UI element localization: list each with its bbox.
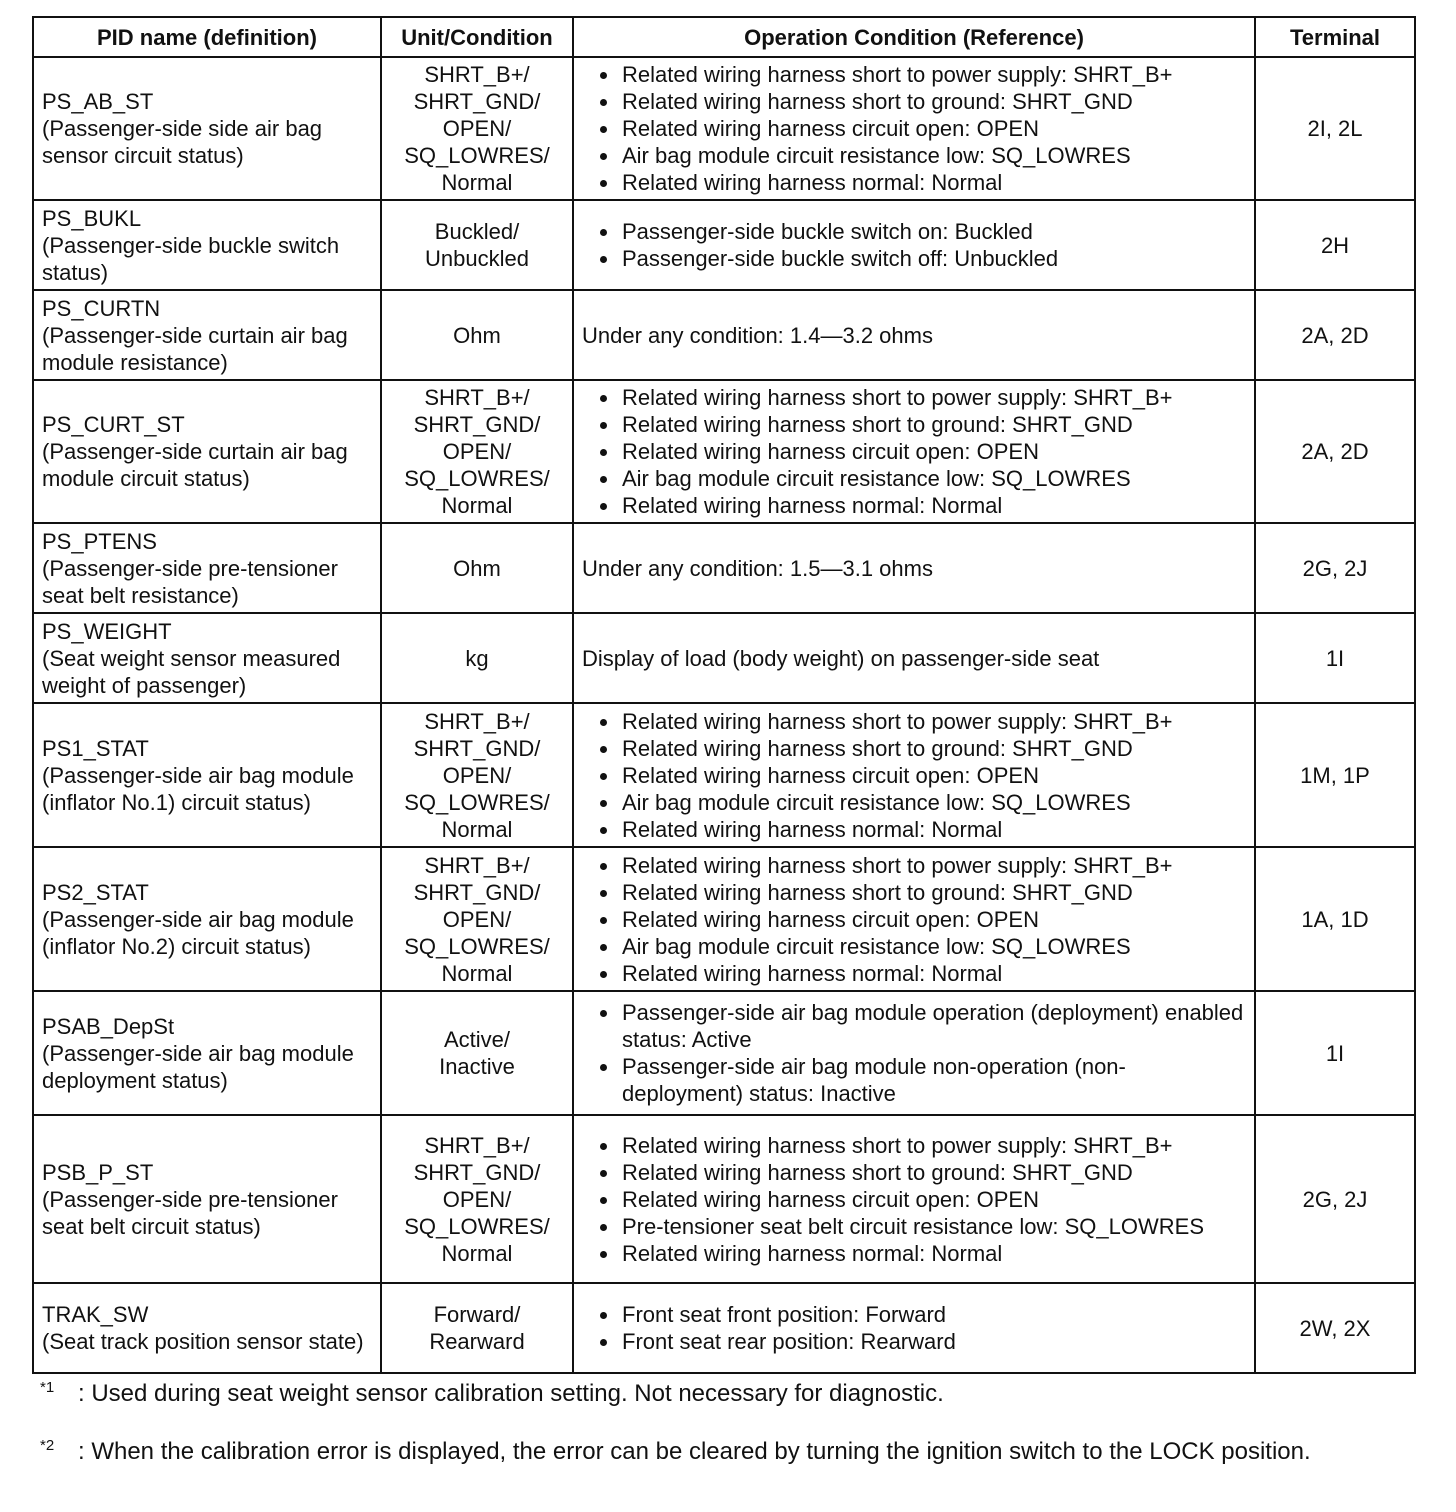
operation-cell <box>573 57 1255 200</box>
unit-value: SQ_LOWRES/ <box>404 1213 550 1239</box>
table-row <box>33 380 1415 523</box>
condition-text: Display of load (body weight) on passenger-side seat <box>582 645 1100 671</box>
table-row <box>33 1115 1415 1283</box>
unit-value: SQ_LOWRES/ <box>404 143 550 168</box>
pid-cell <box>33 703 381 847</box>
unit-value: SQ_LOWRES/ <box>404 466 550 491</box>
unit-value: SHRT_GND/ <box>413 412 541 437</box>
pid-cell <box>33 991 381 1115</box>
unit-cell <box>381 703 573 847</box>
unit-value: Normal <box>441 816 513 842</box>
condition-item: • Front seat front position: Forward <box>620 1301 1246 1328</box>
unit-cell <box>381 200 573 290</box>
pid-name: PS_CURTN <box>42 295 161 321</box>
terminal-cell: 2G, 2J <box>1255 1115 1415 1283</box>
pid-definition: (Seat weight sensor measured weight of passenger) <box>42 645 341 698</box>
operation-cell <box>573 991 1255 1115</box>
condition-list <box>582 1301 1246 1355</box>
pid-cell <box>33 1283 381 1373</box>
condition-item: • Related wiring harness normal: Normal <box>620 169 1246 196</box>
condition-item: • Air bag module circuit resistance low: SQ_LOWRES <box>620 933 1246 960</box>
pid-cell <box>33 380 381 523</box>
unit-value: SHRT_B+/ <box>424 1132 530 1158</box>
header-terminal: Terminal <box>1255 17 1415 57</box>
operation-cell <box>573 1283 1255 1373</box>
pid-definition: (Passenger-side curtain air bag module circuit status) <box>42 439 348 491</box>
condition-item: • Related wiring harness short to power supply: SHRT_B+ <box>620 852 1246 879</box>
condition-text: Under any condition: 1.4—3.2 ohms <box>582 322 933 348</box>
condition-item: • Related wiring harness short to ground: SHRT_GND <box>620 411 1246 438</box>
operation-cell <box>573 380 1255 523</box>
terminal-cell: 2A, 2D <box>1255 380 1415 523</box>
terminal-cell: 2G, 2J <box>1255 523 1415 613</box>
table-row <box>33 57 1415 200</box>
unit-value: Active/ <box>443 1027 511 1052</box>
header-pid: PID name (definition) <box>33 17 381 57</box>
pid-name: PS_CURT_ST <box>42 412 185 437</box>
pid-name: TRAK_SW <box>42 1302 149 1327</box>
condition-item: • Related wiring harness circuit open: OPEN <box>620 1186 1246 1213</box>
unit-value: OPEN/ <box>442 116 512 141</box>
footnote <box>40 1378 1400 1410</box>
unit-value: SHRT_B+/ <box>424 385 530 410</box>
condition-item: • Related wiring harness short to ground: SHRT_GND <box>620 735 1246 762</box>
unit-value: Normal <box>441 170 513 195</box>
footnote-text: : When the calibration error is displayed, the error can be cleared by turning the ignition switch to the LOCK position. <box>78 1438 1311 1465</box>
unit-cell <box>381 523 573 613</box>
pid-definition: (Passenger-side side air bag sensor circuit status) <box>42 116 323 168</box>
condition-item: • Air bag module circuit resistance low: SQ_LOWRES <box>620 789 1246 816</box>
unit-value: OPEN/ <box>442 906 512 932</box>
pid-name: PSAB_DepSt <box>42 1013 175 1039</box>
pid-cell <box>33 523 381 613</box>
condition-item: • Related wiring harness short to power supply: SHRT_B+ <box>620 1132 1246 1159</box>
condition-item: • Related wiring harness short to power supply: SHRT_B+ <box>620 61 1246 88</box>
condition-item: • Front seat rear position: Rearward <box>620 1328 1246 1355</box>
unit-cell <box>381 380 573 523</box>
unit-value: SHRT_GND/ <box>413 89 541 114</box>
condition-item: • Related wiring harness short to ground: SHRT_GND <box>620 88 1246 115</box>
unit-cell <box>381 991 573 1115</box>
unit-value: Rearward <box>429 1329 525 1354</box>
pid-definition: (Seat track position sensor state) <box>42 1329 364 1354</box>
pid-name: PS2_STAT <box>42 879 149 905</box>
table-header-row <box>33 17 1415 57</box>
condition-item: • Related wiring harness circuit open: OPEN <box>620 438 1246 465</box>
unit-cell <box>381 613 573 703</box>
pid-name: PS_WEIGHT <box>42 618 172 644</box>
condition-item: • Related wiring harness short to ground: SHRT_GND <box>620 1159 1246 1186</box>
unit-value: kg <box>465 645 489 671</box>
footnotes <box>40 1378 1400 1494</box>
unit-value: OPEN/ <box>442 1186 512 1212</box>
unit-cell <box>381 290 573 380</box>
terminal-cell: 2W, 2X <box>1255 1283 1415 1373</box>
unit-value: Buckled/ <box>434 219 520 244</box>
table-row <box>33 290 1415 380</box>
condition-item: • Related wiring harness short to ground: SHRT_GND <box>620 879 1246 906</box>
terminal-cell: 1M, 1P <box>1255 703 1415 847</box>
unit-value: OPEN/ <box>442 762 512 788</box>
terminal-cell: 1I <box>1255 613 1415 703</box>
table-row <box>33 613 1415 703</box>
pid-cell <box>33 1115 381 1283</box>
pid-definition: (Passenger-side air bag module (inflator No.2) circuit status) <box>42 906 354 959</box>
table-row <box>33 200 1415 290</box>
pid-cell <box>33 57 381 200</box>
pid-cell <box>33 200 381 290</box>
unit-value: SHRT_GND/ <box>413 1159 541 1185</box>
operation-cell <box>573 523 1255 613</box>
condition-list <box>582 384 1246 519</box>
pid-definition: (Passenger-side pre-tensioner seat belt circuit status) <box>42 1186 338 1239</box>
unit-value: SHRT_B+/ <box>424 708 530 734</box>
footnote-mark: *2 <box>40 1437 55 1454</box>
condition-list <box>582 852 1246 987</box>
unit-cell <box>381 1115 573 1283</box>
condition-item: • Passenger-side buckle switch off: Unbuckled <box>620 245 1246 272</box>
unit-value: Normal <box>441 493 513 518</box>
pid-name: PS_PTENS <box>42 528 157 554</box>
unit-value: OPEN/ <box>442 439 512 464</box>
condition-list <box>582 708 1246 843</box>
unit-value: Inactive <box>439 1054 515 1079</box>
unit-value: SQ_LOWRES/ <box>404 933 550 959</box>
condition-list <box>582 218 1246 272</box>
operation-cell <box>573 613 1255 703</box>
table-row <box>33 523 1415 613</box>
condition-item: • Pre-tensioner seat belt circuit resistance low: SQ_LOWRES <box>620 1213 1246 1240</box>
condition-item: • Related wiring harness normal: Normal <box>620 816 1246 843</box>
footnote-text: : Used during seat weight sensor calibration setting. Not necessary for diagnostic. <box>78 1380 944 1407</box>
terminal-cell: 2A, 2D <box>1255 290 1415 380</box>
unit-value: SHRT_GND/ <box>413 735 541 761</box>
pid-name: PS1_STAT <box>42 735 149 761</box>
table-row <box>33 991 1415 1115</box>
condition-list <box>582 61 1246 196</box>
footnote-mark: *1 <box>40 1379 55 1396</box>
condition-item: • Related wiring harness normal: Normal <box>620 492 1246 519</box>
pid-cell <box>33 613 381 703</box>
unit-value: Ohm <box>453 555 501 581</box>
unit-value: Ohm <box>453 322 501 348</box>
pid-definition: (Passenger-side air bag module deployment status) <box>42 1040 354 1093</box>
terminal-cell: 2H <box>1255 200 1415 290</box>
unit-value: Unbuckled <box>425 246 529 271</box>
unit-value: Normal <box>441 960 513 986</box>
header-operation: Operation Condition (Reference) <box>573 17 1255 57</box>
condition-list <box>582 999 1246 1107</box>
pid-cell <box>33 290 381 380</box>
condition-list <box>582 1132 1246 1267</box>
pid-cell <box>33 847 381 991</box>
pid-table <box>32 16 1416 1374</box>
condition-item: • Related wiring harness short to power supply: SHRT_B+ <box>620 708 1246 735</box>
table-row <box>33 703 1415 847</box>
pid-definition: (Passenger-side curtain air bag module resistance) <box>42 322 348 375</box>
table-body <box>33 57 1415 1373</box>
operation-cell <box>573 703 1255 847</box>
terminal-cell: 2I, 2L <box>1255 57 1415 200</box>
unit-value: SHRT_B+/ <box>424 62 530 87</box>
unit-cell <box>381 57 573 200</box>
unit-value: SQ_LOWRES/ <box>404 789 550 815</box>
terminal-cell: 1A, 1D <box>1255 847 1415 991</box>
pid-definition: (Passenger-side pre-tensioner seat belt resistance) <box>42 555 338 608</box>
footnote <box>40 1436 1400 1468</box>
condition-item: • Air bag module circuit resistance low: SQ_LOWRES <box>620 465 1246 492</box>
pid-definition: (Passenger-side buckle switch status) <box>42 232 340 285</box>
condition-item: • Passenger-side air bag module non-operation (non-deployment) status: Inactive <box>620 1053 1246 1107</box>
condition-item: • Related wiring harness normal: Normal <box>620 1240 1246 1267</box>
condition-item: • Passenger-side buckle switch on: Buckled <box>620 218 1246 245</box>
operation-cell <box>573 847 1255 991</box>
condition-text: Under any condition: 1.5—3.1 ohms <box>582 555 933 581</box>
condition-item: • Passenger-side air bag module operation (deployment) enabled status: Active <box>620 999 1246 1053</box>
terminal-cell: 1I <box>1255 991 1415 1115</box>
operation-cell <box>573 290 1255 380</box>
unit-cell <box>381 1283 573 1373</box>
header-unit: Unit/Condition <box>381 17 573 57</box>
pid-name: PS_AB_ST <box>42 89 154 114</box>
operation-cell <box>573 1115 1255 1283</box>
operation-cell <box>573 200 1255 290</box>
unit-value: Forward/ <box>433 1302 521 1327</box>
condition-item: • Related wiring harness circuit open: OPEN <box>620 115 1246 142</box>
unit-value: Normal <box>441 1240 513 1266</box>
pid-name: PS_BUKL <box>42 205 142 231</box>
table-row <box>33 847 1415 991</box>
pid-name: PSB_P_ST <box>42 1159 154 1185</box>
condition-item: • Air bag module circuit resistance low: SQ_LOWRES <box>620 142 1246 169</box>
table-row <box>33 1283 1415 1373</box>
condition-item: • Related wiring harness circuit open: OPEN <box>620 906 1246 933</box>
unit-value: SHRT_GND/ <box>413 879 541 905</box>
condition-item: • Related wiring harness circuit open: OPEN <box>620 762 1246 789</box>
pid-definition: (Passenger-side air bag module (inflator No.1) circuit status) <box>42 762 354 815</box>
condition-item: • Related wiring harness normal: Normal <box>620 960 1246 987</box>
unit-cell <box>381 847 573 991</box>
condition-item: • Related wiring harness short to power supply: SHRT_B+ <box>620 384 1246 411</box>
unit-value: SHRT_B+/ <box>424 852 530 878</box>
